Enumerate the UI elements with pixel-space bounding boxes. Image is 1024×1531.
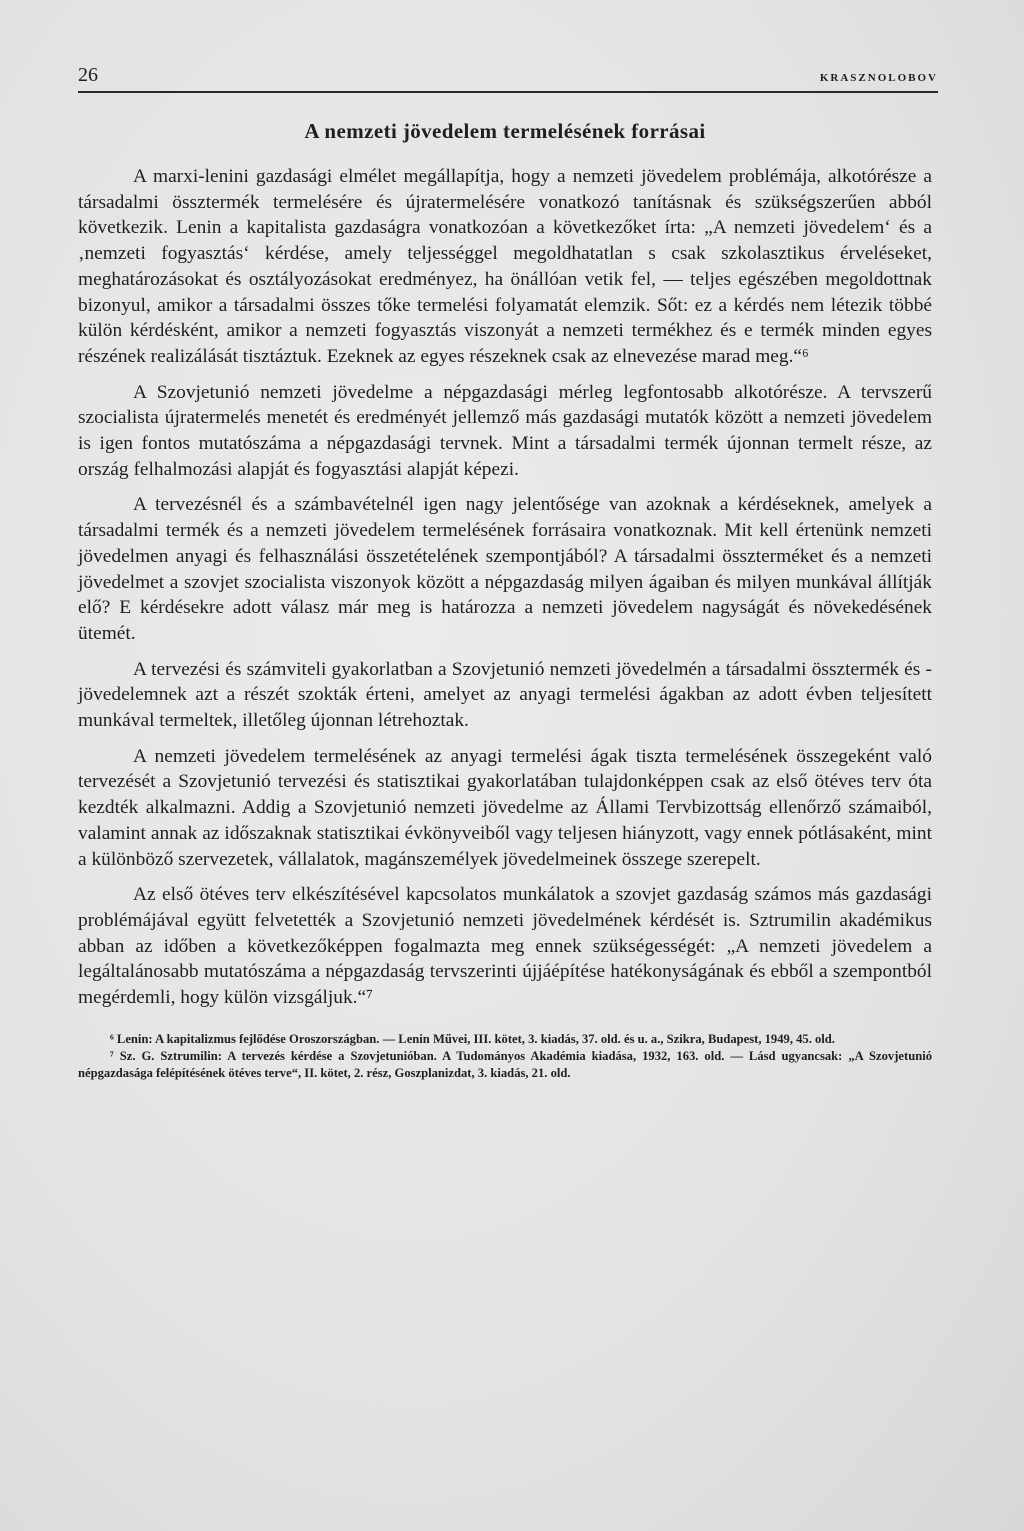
paragraph: A marxi-lenini gazdasági elmélet megállapítja, hogy a nemzeti jövedelem problémája, alkotórésze a társadalmi össztermék termelésére és újratermelésére vonatkozó tanításnak és szükségszerűen abból következik. Lenin a kapitalista gazdaságra vonatkozóan a következőket írta: „A nemzeti jövedelem‘ és a ‚nemzeti fogyasztás‘ kérdése, amely teljességgel megoldhatatlan s csak szkolasztikus érveléseket, meghatározásokat és osztályozásokat eredményez, ha önállóan vetik fel, — teljes egészében megoldottnak bizonyul, amikor a társadalmi összes tőke termelési folyamatát elemzik. Sőt: ez a kérdés nem létezik többé külön kérdésként, amikor a nemzeti fogyasztás viszonyát a nemzeti termékhez és e termék minden egyes részének realizálását tisztáztuk. Ezeknek az egyes részeknek csak az elnevezése marad meg.“⁶ xyxy=(78,166,932,367)
paragraph: A nemzeti jövedelem termelésének az anyagi termelési ágak tiszta termelésének összegeként való tervezését a Szovjetunió tervezési és statisztikai gyakorlatában tulajdonképpen csak az első ötéves terv óta kezdték alkalmazni. Addig a Szovjetunió nemzeti jövedelme az Állami Tervbizottság ellenőrző számaiból, valamint annak az időszaknak statisztikai évkönyveiből vagy teljesen hiányzott, vagy ennek pótlásaként, mint a különböző szervezetek, vállalatok, magánszemélyek jövedelmeinek összege szerepelt. xyxy=(78,745,932,870)
running-head xyxy=(78,64,938,93)
footnotes xyxy=(78,1031,932,1082)
footnote: ⁶ Lenin: A kapitalizmus fejlődése Oroszországban. — Lenin Művei, III. kötet, 3. kiadás, 37. old. és u. a., Szikra, Budapest, 1949, 45. old. xyxy=(110,1031,835,1046)
page-number: 26 xyxy=(78,64,98,86)
body-text xyxy=(78,164,932,1011)
paragraph: A Szovjetunió nemzeti jövedelme a népgazdasági mérleg legfontosabb alkotórésze. A tervszerű szocialista újratermelés menetét és eredményét jellemző más gazdasági mutatók között a nemzeti jövedelem is igen fontos mutatószáma a népgazdasági tervnek. Mint a társadalmi termék újonnan termelt része, az ország felhalmozási alapját és fogyasztási alapját képezi. xyxy=(78,381,932,480)
section-title: A nemzeti jövedelem termelésének forrásai xyxy=(304,119,706,143)
paragraph: Az első ötéves terv elkészítésével kapcsolatos munkálatok a szovjet gazdaság számos más gazdasági problémájával együtt felvetették a Szovjetunió nemzeti jövedelmének kérdését is. Sztrumilin akadémikus abban az időben a következőképpen fogalmazta meg ennek szükségességét: „A nemzeti jövedelem a legáltalánosabb mutatószáma a népgazdaság tervszerinti újjáépítése hatékonyságának és ebből a szempontból megérdemli, hogy külön vizsgáljuk.“⁷ xyxy=(78,884,932,1009)
paragraph: A tervezési és számviteli gyakorlatban a Szovjetunió nemzeti jövedelmén a társadalmi össztermék és -jövedelemnek azt a részét szokták érteni, amelyet az anyagi termelési ágakban az adott évben teljesített munkával termeltek, illetőleg újonnan létrehoztak. xyxy=(78,658,932,732)
running-author: KRASZNOLOBOV xyxy=(819,72,938,84)
footnote: ⁷ Sz. G. Sztrumilin: A tervezés kérdése a Szovjetunióban. A Tudományos Akadémia kiadása, 1932, 163. old. — Lásd ugyancsak: „A Szovjetunió népgazdasága felépítésének ötéves terve“, II. kötet, 2. rész, Goszplanizdat, 3. kiadás, 21. old. xyxy=(78,1049,932,1080)
paragraph: A tervezésnél és a számbavételnél igen nagy jelentősége van azoknak a kérdéseknek, amelyek a társadalmi termék és a nemzeti jövedelem termelésének forrásaira vonatkoznak. Mit kell értenünk nemzeti jövedelmen anyagi és felhasználási összetételének szempontjából? A társadalmi összterméket és a nemzeti jövedelmet a szovjet szocialista viszonyok között a népgazdaság milyen ágaiban és milyen munkával állítják elő? E kérdésekre adott válasz már meg is határozza a nemzeti jövedelem nagyságát és növekedésének ütemét. xyxy=(78,494,932,644)
